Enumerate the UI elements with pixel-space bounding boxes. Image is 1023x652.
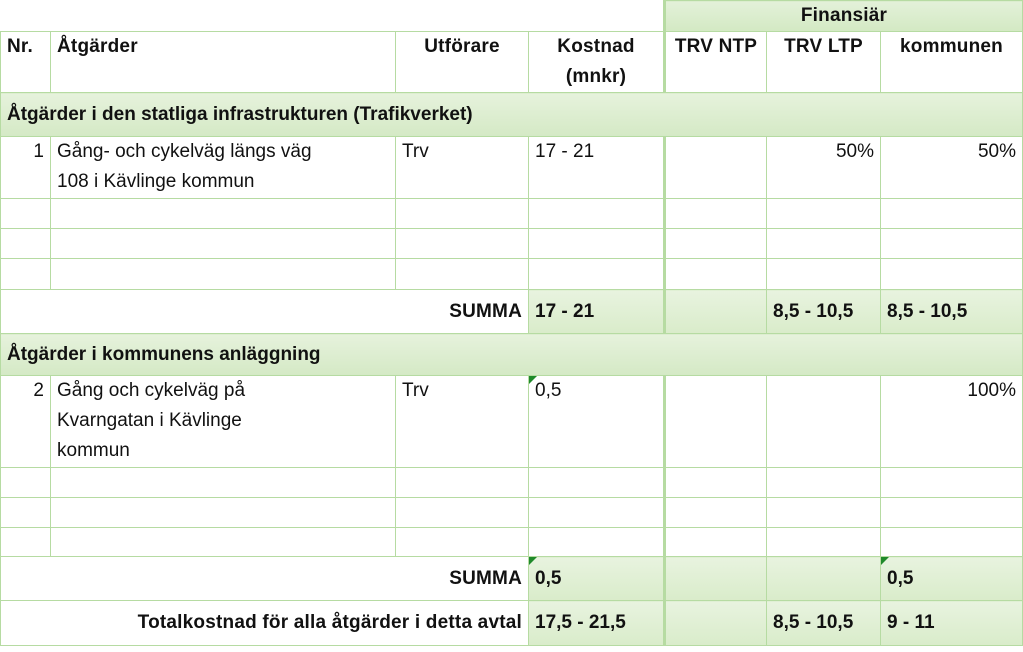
row2-kommunen[interactable]: 100% bbox=[881, 376, 1023, 468]
total-label[interactable]: Totalkostnad för alla åtgärder i detta avtal bbox=[1, 601, 529, 646]
col-header-kostnad-label: Kostnad bbox=[557, 36, 635, 57]
empty-cell[interactable] bbox=[396, 259, 529, 290]
empty-cell[interactable] bbox=[665, 528, 767, 557]
empty-cell[interactable] bbox=[529, 498, 665, 528]
section1-header-row bbox=[1, 93, 1023, 137]
empty-cell[interactable] bbox=[529, 528, 665, 557]
section2-title[interactable]: Åtgärder i kommunens anläggning bbox=[1, 334, 1023, 376]
empty-cell[interactable] bbox=[529, 229, 665, 259]
section1-summa-row bbox=[1, 290, 1023, 334]
row1-kostnad[interactable]: 17 - 21 bbox=[529, 137, 665, 199]
empty-cell[interactable] bbox=[665, 468, 767, 498]
row1-atgard-line1: Gång- och cykelväg längs väg bbox=[57, 141, 312, 162]
row2-atgard-line2: Kvarngatan i Kävlinge bbox=[57, 410, 242, 431]
empty-cell[interactable] bbox=[665, 229, 767, 259]
section1-title[interactable]: Åtgärder i den statliga infrastrukturen (Trafikverket) bbox=[1, 93, 1023, 137]
total-row bbox=[1, 601, 1023, 646]
column-header-row bbox=[1, 32, 1023, 93]
section2-summa-row bbox=[1, 557, 1023, 601]
empty-cell[interactable] bbox=[529, 259, 665, 290]
col-header-atgarder[interactable]: Åtgärder bbox=[51, 32, 396, 93]
col-header-trv-ntp[interactable]: TRV NTP bbox=[665, 32, 767, 93]
empty-cell[interactable] bbox=[1, 528, 51, 557]
total-kostnad[interactable]: 17,5 - 21,5 bbox=[529, 601, 665, 646]
empty-cell[interactable] bbox=[881, 259, 1023, 290]
empty-cell[interactable] bbox=[1, 229, 51, 259]
finansiar-group-header[interactable]: Finansiär bbox=[665, 1, 1023, 32]
empty-cell[interactable] bbox=[529, 199, 665, 229]
empty-cell[interactable] bbox=[665, 199, 767, 229]
table-row bbox=[1, 498, 1023, 528]
table-row bbox=[1, 468, 1023, 498]
section2-summa-label[interactable]: SUMMA bbox=[1, 557, 529, 601]
empty-cell[interactable] bbox=[767, 229, 881, 259]
table-row bbox=[1, 376, 1023, 468]
empty-cell[interactable] bbox=[767, 199, 881, 229]
empty-cell[interactable] bbox=[767, 259, 881, 290]
row2-kostnad[interactable]: 0,5 bbox=[529, 376, 665, 468]
row2-utforare[interactable]: Trv bbox=[396, 376, 529, 468]
table-row bbox=[1, 199, 1023, 229]
total-kommunen[interactable]: 9 - 11 bbox=[881, 601, 1023, 646]
empty-cell[interactable] bbox=[1, 498, 51, 528]
blank-header-area bbox=[1, 1, 665, 32]
empty-cell[interactable] bbox=[767, 468, 881, 498]
row1-atgard-line2: 108 i Kävlinge kommun bbox=[57, 171, 255, 192]
empty-cell[interactable] bbox=[665, 498, 767, 528]
empty-cell[interactable] bbox=[51, 498, 396, 528]
table-row bbox=[1, 528, 1023, 557]
section2-summa-kommunen[interactable]: 0,5 bbox=[881, 557, 1023, 601]
table-row bbox=[1, 137, 1023, 199]
row2-atgard-line3: kommun bbox=[57, 440, 130, 461]
row2-nr[interactable]: 2 bbox=[1, 376, 51, 468]
section2-summa-trv-ntp[interactable] bbox=[665, 557, 767, 601]
row1-utforare[interactable]: Trv bbox=[396, 137, 529, 199]
table-row bbox=[1, 229, 1023, 259]
col-header-utforare[interactable]: Utförare bbox=[396, 32, 529, 93]
section1-summa-trv-ltp[interactable]: 8,5 - 10,5 bbox=[767, 290, 881, 334]
row1-trv-ltp[interactable]: 50% bbox=[767, 137, 881, 199]
col-header-kostnad[interactable] bbox=[529, 32, 665, 93]
empty-cell[interactable] bbox=[881, 199, 1023, 229]
empty-cell[interactable] bbox=[665, 259, 767, 290]
row1-atgard[interactable] bbox=[51, 137, 396, 199]
empty-cell[interactable] bbox=[881, 229, 1023, 259]
empty-cell[interactable] bbox=[767, 498, 881, 528]
empty-cell[interactable] bbox=[767, 528, 881, 557]
total-trv-ltp[interactable]: 8,5 - 10,5 bbox=[767, 601, 881, 646]
empty-cell[interactable] bbox=[396, 468, 529, 498]
row2-trv-ltp[interactable] bbox=[767, 376, 881, 468]
empty-cell[interactable] bbox=[881, 498, 1023, 528]
row2-atgard[interactable] bbox=[51, 376, 396, 468]
table-row bbox=[1, 259, 1023, 290]
col-header-trv-ltp[interactable]: TRV LTP bbox=[767, 32, 881, 93]
empty-cell[interactable] bbox=[396, 498, 529, 528]
section2-summa-trv-ltp[interactable] bbox=[767, 557, 881, 601]
group-header-row bbox=[1, 1, 1023, 32]
section1-summa-kommunen[interactable]: 8,5 - 10,5 bbox=[881, 290, 1023, 334]
empty-cell[interactable] bbox=[529, 468, 665, 498]
empty-cell[interactable] bbox=[881, 468, 1023, 498]
empty-cell[interactable] bbox=[51, 528, 396, 557]
total-trv-ntp[interactable] bbox=[665, 601, 767, 646]
empty-cell[interactable] bbox=[51, 199, 396, 229]
section2-summa-kostnad[interactable]: 0,5 bbox=[529, 557, 665, 601]
row2-atgard-line1: Gång och cykelväg på bbox=[57, 380, 246, 401]
empty-cell[interactable] bbox=[51, 229, 396, 259]
col-header-nr[interactable]: Nr. bbox=[1, 32, 51, 93]
row1-kommunen[interactable]: 50% bbox=[881, 137, 1023, 199]
empty-cell[interactable] bbox=[881, 528, 1023, 557]
row1-trv-ntp[interactable] bbox=[665, 137, 767, 199]
empty-cell[interactable] bbox=[1, 199, 51, 229]
col-header-kostnad-unit: (mnkr) bbox=[565, 66, 627, 87]
empty-cell[interactable] bbox=[396, 199, 529, 229]
row1-nr[interactable]: 1 bbox=[1, 137, 51, 199]
empty-cell[interactable] bbox=[1, 468, 51, 498]
empty-cell[interactable] bbox=[396, 528, 529, 557]
section1-summa-trv-ntp[interactable] bbox=[665, 290, 767, 334]
empty-cell[interactable] bbox=[51, 259, 396, 290]
empty-cell[interactable] bbox=[1, 259, 51, 290]
empty-cell[interactable] bbox=[51, 468, 396, 498]
col-header-kommunen[interactable]: kommunen bbox=[881, 32, 1023, 93]
section1-summa-kostnad[interactable]: 17 - 21 bbox=[529, 290, 665, 334]
section1-summa-label[interactable]: SUMMA bbox=[1, 290, 529, 334]
row2-trv-ntp[interactable] bbox=[665, 376, 767, 468]
empty-cell[interactable] bbox=[396, 229, 529, 259]
section2-header-row bbox=[1, 334, 1023, 376]
